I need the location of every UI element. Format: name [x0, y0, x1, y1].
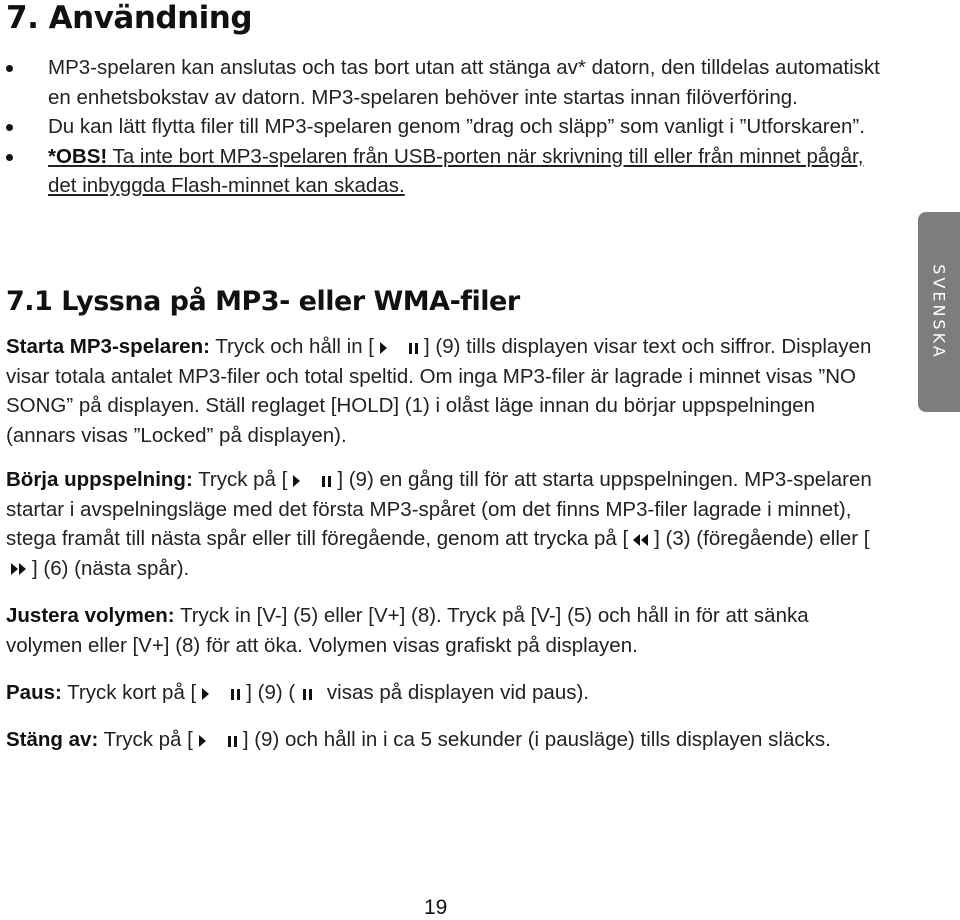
play-pause-icon [289, 472, 335, 490]
pause-text-pre: Tryck kort på [ [61, 681, 197, 704]
warning-label: *OBS! [48, 144, 108, 168]
play-pause-icon [198, 685, 244, 703]
warning-text [48, 145, 863, 198]
bullet-dot-icon [6, 124, 13, 131]
power-off-paragraph [6, 725, 876, 755]
start-paragraph [6, 332, 876, 450]
usage-bullet-list [0, 53, 880, 201]
language-side-tab [918, 212, 960, 412]
pause-text-mid: ] (9) ( [246, 681, 296, 704]
language-label: SVENSKA [929, 264, 949, 360]
volume-label: Justera volymen: [6, 604, 175, 627]
start-label: Starta MP3-spelaren: [6, 335, 210, 358]
play-text-mid2: ] (3) (föregående) eller [ [654, 527, 870, 550]
play-text-mid: ] (9) en gång till för att starta uppspelningen. MP3-spelaren startar i avspelningsläge med det första MP3-spåret (om det finns MP3-filer lagrade i minnet), stega framåt till nästa spår eller till föregående, genom att trycka på [ [6, 468, 872, 550]
next-icon [8, 560, 30, 578]
pause-icon [297, 685, 319, 703]
page-title: 7. Användning [6, 0, 253, 36]
section-heading: 7.1 Lyssna på MP3- eller WMA-filer [6, 286, 520, 317]
volume-text: Tryck in [V-] (5) eller [V+] (8). Tryck på [V-] (5) och håll in för att sänka volymen eller [V+] (8) för att öka. Volymen visas grafiskt på displayen. [6, 604, 809, 657]
pause-text-post: visas på displayen vid paus). [321, 681, 589, 704]
pause-label: Paus: [6, 681, 62, 704]
play-label: Börja uppspelning: [6, 468, 193, 491]
page-number: 19 [424, 896, 448, 919]
bullet-text: Du kan lätt flytta filer till MP3-spelaren genom ”drag och släpp” som vanligt i ”Utforskaren”. [48, 115, 865, 138]
power-off-label: Stäng av: [6, 728, 99, 751]
volume-paragraph [6, 601, 876, 660]
start-text-pre: Tryck och håll in [ [209, 335, 374, 358]
bullet-text: Ta inte bort MP3-spelaren från USB-porten när skrivning till eller från minnet pågår, det inbyggda Flash-minnet kan skadas. [48, 144, 864, 197]
play-pause-icon [195, 732, 241, 750]
play-text-pre: Tryck på [ [192, 468, 288, 491]
off-text-pre: Tryck på [ [98, 728, 193, 751]
start-text-post: ] (9) tills displayen visar text och siffror. Displayen visar totala antalet MP3-filer och total speltid. Om inga MP3-filer är lagrade i minnet visas ”NO SONG” på displayen. Ställ reglaget [HOLD] (1) i olåst läge innan du börjar uppspelningen (annars visas ”Locked” på displayen). [6, 335, 872, 447]
pause-paragraph [6, 678, 876, 708]
off-text-post: ] (9) och håll in i ca 5 sekunder (i pausläge) tills displayen släcks. [242, 728, 831, 751]
bullet-dot-icon [6, 154, 13, 161]
list-item [0, 53, 880, 112]
bullet-dot-icon [6, 65, 13, 72]
list-item [0, 142, 880, 201]
list-item [0, 112, 880, 142]
play-pause-icon [376, 339, 422, 357]
play-paragraph [6, 465, 876, 583]
previous-icon [630, 531, 652, 549]
bullet-text: MP3-spelaren kan anslutas och tas bort utan att stänga av* datorn, den tilldelas automatiskt en enhetsbokstav av datorn. MP3-spelaren behöver inte startas innan filöverföring. [48, 56, 880, 109]
play-text-post: ] (6) (nästa spår). [32, 556, 190, 580]
